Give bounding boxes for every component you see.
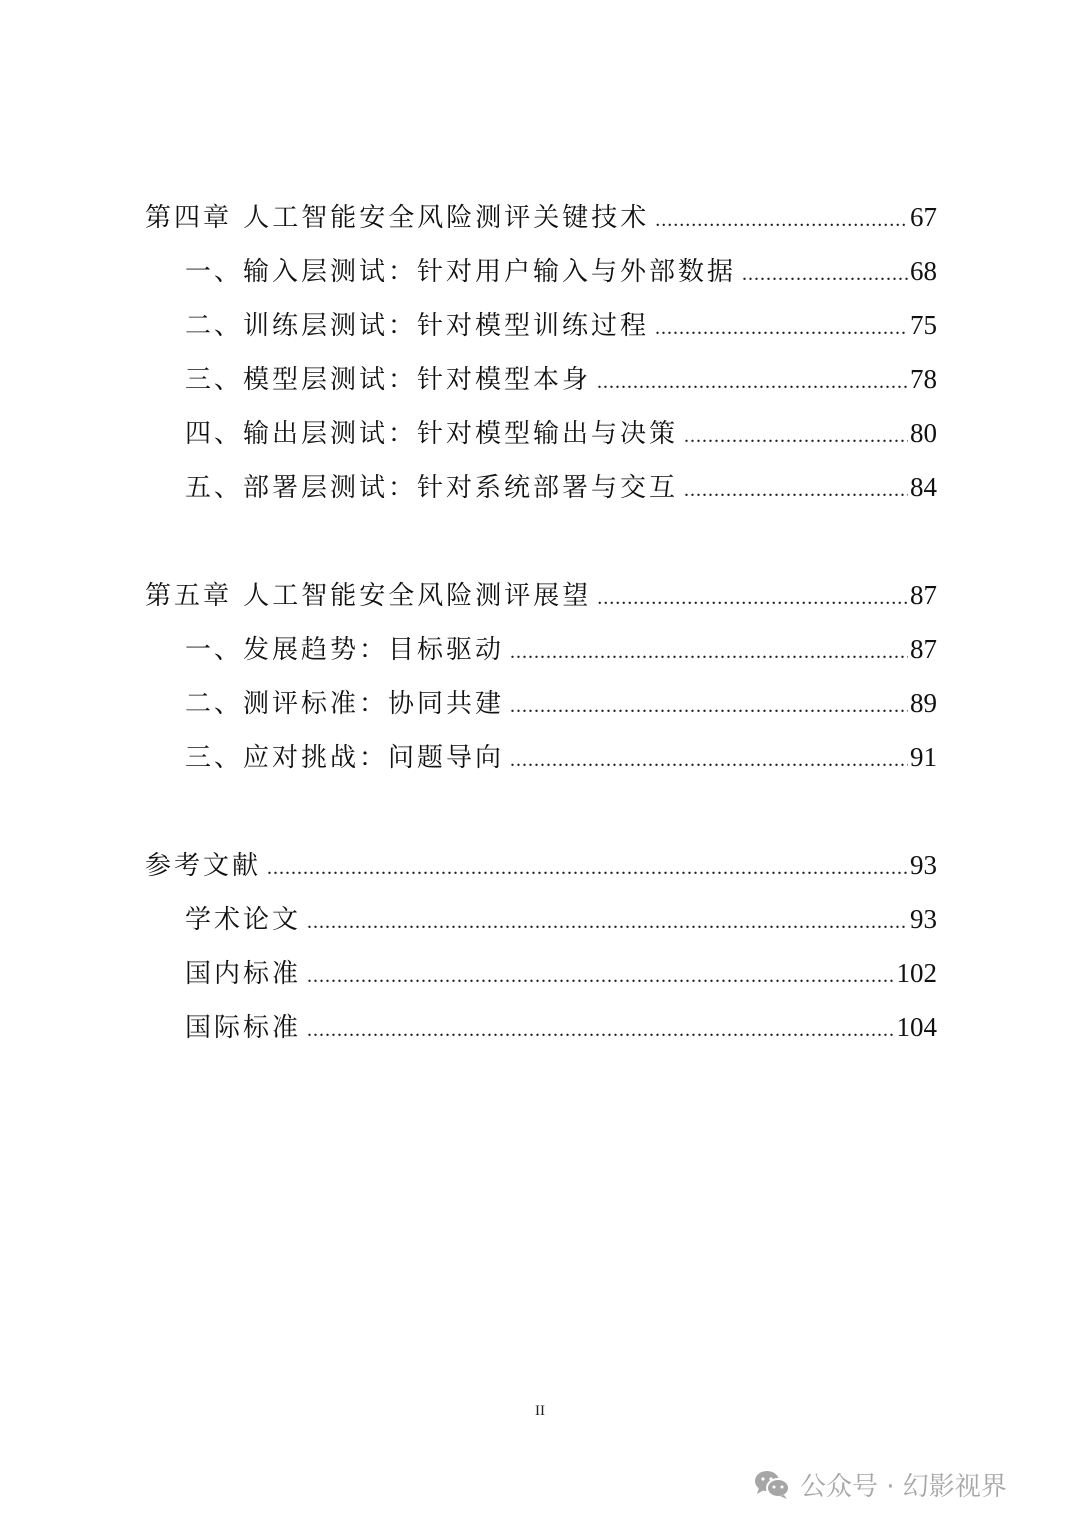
toc-item-entry[interactable] [145, 352, 937, 406]
watermark [754, 1466, 1007, 1503]
wechat-icon [754, 1470, 790, 1500]
toc-entry-title: 第四章 人工智能安全风险测评关键技术 [145, 203, 650, 233]
toc-entry-title: 三、应对挑战：问题导向 [185, 743, 505, 773]
toc-entry-title: 三、模型层测试：针对模型本身 [185, 365, 592, 395]
toc-entry-page: 104 [896, 1012, 937, 1042]
dot-leader [510, 679, 908, 733]
toc-entry-title: 第五章 人工智能安全风险测评展望 [145, 581, 592, 611]
toc-entry-title: 一、输入层测试：针对用户输入与外部数据 [185, 257, 737, 287]
table-of-contents [145, 190, 937, 1108]
toc-entry-title: 一、发展趋势：目标驱动 [185, 635, 505, 665]
toc-entry-page: 80 [910, 418, 937, 448]
dot-leader [510, 625, 908, 679]
toc-item-entry[interactable] [145, 1000, 937, 1054]
toc-section-chapter-5 [145, 568, 937, 784]
toc-entry-page: 89 [910, 688, 937, 718]
toc-entry-page: 93 [910, 850, 937, 880]
toc-entry-title: 学术论文 [185, 905, 302, 935]
toc-entry-page: 87 [910, 580, 937, 610]
toc-entry-page: 67 [910, 202, 937, 232]
toc-entry-page: 75 [910, 310, 937, 340]
toc-entry-page: 91 [910, 742, 937, 772]
toc-chapter-entry[interactable] [145, 190, 937, 244]
dot-leader [597, 571, 908, 625]
page-number: II [535, 1403, 545, 1419]
dot-leader [267, 841, 908, 895]
toc-entry-page: 87 [910, 634, 937, 664]
toc-entry-page: 102 [896, 958, 937, 988]
toc-entry-page: 93 [910, 904, 937, 934]
toc-item-entry[interactable] [145, 406, 937, 460]
toc-section-references [145, 838, 937, 1054]
toc-item-entry[interactable] [145, 244, 937, 298]
toc-item-entry[interactable] [145, 676, 937, 730]
toc-item-entry[interactable] [145, 892, 937, 946]
toc-entry-title: 二、训练层测试：针对模型训练过程 [185, 311, 650, 341]
toc-item-entry[interactable] [145, 460, 937, 514]
dot-leader [742, 247, 908, 301]
toc-entry-title: 二、测评标准：协同共建 [185, 689, 505, 719]
toc-entry-title: 五、部署层测试：针对系统部署与交互 [185, 473, 679, 503]
toc-section-chapter-4 [145, 190, 937, 514]
dot-leader [307, 1003, 894, 1057]
toc-item-entry[interactable] [145, 622, 937, 676]
toc-entry-page: 78 [910, 364, 937, 394]
dot-leader [597, 355, 908, 409]
watermark-text: 公众号 · 幻影视界 [800, 1472, 1007, 1502]
toc-chapter-entry[interactable] [145, 838, 937, 892]
dot-leader [307, 949, 894, 1003]
dot-leader [655, 301, 908, 355]
dot-leader [684, 409, 908, 463]
dot-leader [684, 463, 908, 517]
toc-item-entry[interactable] [145, 298, 937, 352]
toc-entry-title: 四、输出层测试：针对模型输出与决策 [185, 419, 679, 449]
dot-leader [307, 895, 908, 949]
toc-entry-title: 参考文献 [145, 851, 262, 881]
toc-chapter-entry[interactable] [145, 568, 937, 622]
toc-entry-page: 84 [910, 472, 937, 502]
toc-entry-page: 68 [910, 256, 937, 286]
dot-leader [510, 733, 908, 787]
dot-leader [655, 193, 908, 247]
toc-item-entry[interactable] [145, 730, 937, 784]
toc-item-entry[interactable] [145, 946, 937, 1000]
toc-entry-title: 国内标准 [185, 959, 302, 989]
toc-entry-title: 国际标准 [185, 1013, 302, 1043]
